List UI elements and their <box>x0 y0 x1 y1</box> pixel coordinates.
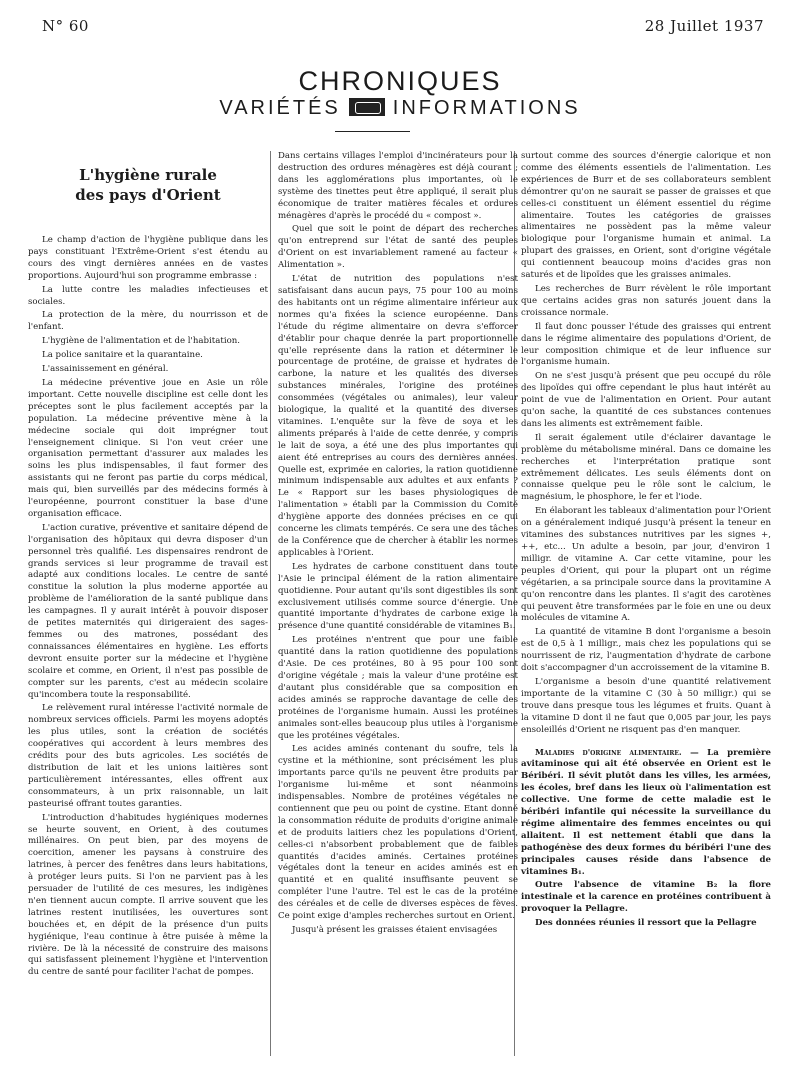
masthead-subtitle <box>0 97 800 120</box>
paragraph: Jusqu'à présent les graisses étaient envisagées <box>292 925 498 935</box>
paragraph: Les recherches de Burr révèlent le rôle important que certains acides gras non saturés jouent dans la croissance normale. <box>521 283 771 318</box>
column-1 <box>28 151 268 981</box>
paragraph: L'introduction d'habitudes hygiéniques modernes se heurte souvent, en Orient, à des coutumes millénaires. On peut bien, par des moyens de coercition, amener les paysans à construire des latrines, à percer des fenêtres dans leurs habitations, à protéger leurs puits. Si l'on ne parvient pas à les persuader de l'utilité de ces mesures, les indigènes n'en tiennent aucun compte. Il arrive souvent que les latrines restent inutilisées, les ouvertures sont bouchées et, en dépit de la présence d'un puits hygiénique, l'eau continue à être puisée à même la rivière. De là la nécessité de construire des maisons qui satisfassent pleinement l'hygiène et l'intervention du centre de santé pour faciliter l'achat de pompes. <box>28 812 268 978</box>
paragraph: L'assainissement en général. <box>42 364 169 375</box>
column-divider <box>270 151 271 1056</box>
paragraph: La médecine préventive joue en Asie un rôle important. Cette nouvelle discipline est celle dont les préceptes sont le plus facilement acceptés par la population. La médecine préventive mène à la médecine sociale qui doit imprégner tout l'enseignement clinique. Si l'on veut créer une organisation permettant d'assurer aux malades les soins les plus indispensables, il faut former des assistants qui ne feront pas partie du corps médical, mais qui, bien surveillés par des médecins formés à l'européenne, pourront constituer la base d'une organisation efficace. <box>28 377 268 519</box>
paragraph: Il serait également utile d'éclairer davantage le problème du métabolisme minéral. Dans ce domaine les recherches et l'interprétation pratique sont extrêmement délicates. Les seuls éléments dont on connaisse quelque peu le rôle sont le calcium, le magnésium, le phosphore, le fer et l'iode. <box>521 432 771 503</box>
masthead-logo-icon <box>349 98 385 116</box>
paragraph: Les hydrates de carbone constituent dans toute l'Asie le principal élément de la ration alimentaire quotidienne. Pour autant qu'ils sont digestibles ils sont exclusivement utilisés comme source d'énergie. Une quantité importante d'hydrates de carbone exige la présence d'une quantité considérable de vitamines B₁. <box>278 561 518 632</box>
paragraph: Outre l'absence de vitamine B₂ la flore intestinale et la carence en protéines contribuent à provoquer la Pellagre. <box>521 880 771 915</box>
title-rule <box>335 131 410 132</box>
paragraph: surtout comme des sources d'énergie calorique et non comme des éléments essentiels de l'alimentation. Les expériences de Burr et de ses collaborateurs semblent démontrer qu'on ne saurait se passer de graisses et que celles-ci constituent un élément essentiel du régime alimentaire. Toutes les catégories de graisses alimentaires ne possèdent pas la même valeur biologique pour l'organisme humain et animal. La plupart des graisses, en Orient, sont d'origine végétale qui contiennent beaucoup moins d'acides gras non saturés et de lipoïdes que les graisses animales. <box>521 151 771 281</box>
paragraph: L'hygiène de l'alimentation et de l'habitation. <box>42 336 241 347</box>
paragraph: Il faut donc pousser l'étude des graisses qui entrent dans le régime alimentaire des populations d'Orient, de leur composition chimique et de leur influence sur l'organisme humain. <box>521 321 771 368</box>
paragraph: L'état de nutrition des populations n'est satisfaisant dans aucun pays, 75 pour 100 au moins des habitants ont un régime alimentaire inférieur aux normes qu'a fixées la science européenne. Dans l'étude du régime alimentaire on devra s'efforcer d'établir pour chaque denrée la part proportionnelle qu'elle représente dans la ration et déterminer le pourcentage de protéine, de graisse et hydrates de carbone, la nature et les qualités des diverses substances minérales, l'origine des protéines consommées (végétales ou animales), leur valeur biologique, la qualité et la quantité des diverses vitamines. L'enquête sur la fève de soya et les aliments préparés à l'aide de cette denrée, y compris le lait de soya, a été une des plus importantes qui aient été entreprises au cours des dernières années. Quelle est, exprimée en calories, la ration quotidienne minimum indispensable aux adultes et aux enfants ? Le « Rapport sur les bases physiologiques de l'alimentation » établi par la Commission du Comité d'hygiène apporte des données précises en ce qui concerne les climats tempérés. Ce sera une des tâches de la Conférence que de chercher à établir les normes applicables à l'Orient. <box>278 274 518 558</box>
section-paragraph: Maladies d'origine alimentaire. — La première avitaminose qui ait été observée en Orient est le Béribéri. Il sévit plutôt dans les villes, les armées, les écoles, bref dans les lieux où l'alimentation est collective. Une forme de cette maladie est le béribéri infantile qui nécessite la surveillance du régime alimentaire des femmes enceintes ou qui allaitent. Il est nettement établi que dans la pathogénèse des deux formes du béribéri l'une des principales causes réside dans l'absence de vitamines B₁. <box>521 746 771 877</box>
paragraph: Le relèvement rural intéresse l'activité normale de nombreux services officiels. Parmi les moyens adoptés les plus utiles, sont la création de sociétés coopératives qui accordent à leurs membres des crédits pour des buts agricoles. Les sociétés de distribution de lait et les unions laitières sont particulièrement intéressantes, elles offrent aux consommateurs, à un prix raisonnable, un lait pasteurisé offrant toutes garanties. <box>28 703 268 809</box>
paragraph: Les acides aminés contenant du soufre, tels la cystine et la méthionine, sont précisément les plus importants parce qu'ils ne peuvent être produits par l'organisme lui-même et sont néanmoins indispensables. Nombre de protéines végétales ne contiennent que peu ou point de cystine. Etant donné la consommation réduite de produits d'origine animale et de produits laitiers chez les populations d'Orient, celles-ci n'absorbent probablement que de faibles quantités d'acides aminés. Certaines protéines végétales dont la teneur en acides aminés est en quantité et en qualité insuffisante peuvent se compléter l'une l'autre. Tel est le cas de la protéine des céréales et de celle de diverses espèces de fèves. Ce point exige d'amples recherches surtout en Orient. <box>278 744 518 922</box>
issue-date: 28 Juillet 1937 <box>644 17 764 35</box>
paragraph: On ne s'est jusqu'à présent que peu occupé du rôle des lipoïdes qui offre cependant le plus haut intérêt au point de vue de l'alimentation en Orient. Pour autant qu'on sache, la quantité de ces substances contenues dans les aliments est extrêmement faible. <box>521 371 771 429</box>
issue-number: N° 60 <box>42 17 89 35</box>
paragraph: En élaborant les tableaux d'alimentation pour l'Orient on a généralement indiqué jusqu'à présent la teneur en vitamines des substances nutritives par les signes +, ++, etc... Un adulte a besoin, par jour, d'environ 1 milligr. de vitamine A. Car cette vitamine, pour les peuples d'Orient, qui pour la plupart ont un régime végétarien, a sa principale source dans la provitamine A qu'on rencontre dans les plantes. Il s'agit des carotènes qui peuvent être transformées par le foie en une ou deux molécules de vitamine A. <box>521 506 771 624</box>
masthead-chroniques: CHRONIQUES <box>298 66 502 96</box>
paragraph: Les protéines n'entrent que pour une faible quantité dans la ration quotidienne des populations d'Asie. De ces protéines, 80 à 95 pour 100 sont d'origine végétale ; mais la valeur d'une protéine est d'autant plus considérable que sa composition en acides aminés se rapproche davantage de celle des protéines de l'organisme humain. Aussi les protéines animales sont-elles beaucoup plus utiles à l'organisme que les protéines végétales. <box>278 635 518 741</box>
column-2 <box>278 151 518 939</box>
paragraph: Quel que soit le point de départ des recherches qu'on entreprend sur l'état de santé des peuples d'Orient on est invariablement ramené au facteur « Alimentation ». <box>278 224 518 271</box>
paragraph: Des données réunies il ressort que la Pellagre <box>535 918 757 929</box>
masthead-varietes: VARIÉTÉS <box>219 97 341 119</box>
masthead-informations: INFORMATIONS <box>392 97 581 119</box>
paragraph: L'organisme a besoin d'une quantité relativement importante de la vitamine C (30 à 50 milligr.) qui se trouve dans presque tous les légumes et fruits. Quant à la vitamine D dont il ne faut que 0,005 par jour, les pays ensoleillés d'Orient ne risquent pas d'en manquer. <box>521 676 771 735</box>
paragraph: La quantité de vitamine B dont l'organisme a besoin est de 0,5 à 1 milligr., mais chez les populations qui se nourrissent de riz, l'augmentation d'hydrate de carbone doit s'accompagner d'un accroissement de la vitamine B. <box>521 627 771 674</box>
paragraph: La lutte contre les maladies infectieuses et sociales. <box>28 284 268 307</box>
paragraph: L'action curative, préventive et sanitaire dépend de l'organisation des hôpitaux qui devra disposer d'un personnel très qualifié. Les dispensaires rendront de grands services si leur programme de travail est adapté aux conditions locales. Le centre de santé constitue la solution la plus moderne apportée au problème de l'amélioration de la santé publique dans les campagnes. Il y aurait intérêt à pouvoir disposer de petites maternités qui dirigeraient des sages-femmes ou des matrones, possédant des connaissances élémentaires en hygiène. Les efforts devront ensuite porter sur la médecine et l'hygiène scolaire et comme, en Orient, il n'est pas possible de compter sur les parents, c'est au médecin scolaire qu'incombera toute la responsabilité. <box>28 522 268 700</box>
paragraph: La police sanitaire et la quarantaine. <box>42 350 203 361</box>
column-3 <box>521 151 771 932</box>
section-heading: Maladies d'origine alimentaire. <box>535 746 682 757</box>
paragraph: La protection de la mère, du nourrisson et de l'enfant. <box>28 310 268 333</box>
paragraph: Le champ d'action de l'hygiène publique dans les pays constituant l'Extrême-Orient s'est étendu au cours des vingt dernières années en de vastes proportions. Aujourd'hui son programme embrasse : <box>28 235 268 281</box>
paragraph: Dans certains villages l'emploi d'incinérateurs pour la destruction des ordures ménagères est déjà courant ; dans les agglomérations plus importantes, où le système des tinettes peut être appliqué, il serait plus économique de traiter matières fécales et ordures ménagères d'après le procédé du « compost ». <box>278 151 518 221</box>
article-title: L'hygiène rurale des pays d'Orient <box>75 166 221 204</box>
